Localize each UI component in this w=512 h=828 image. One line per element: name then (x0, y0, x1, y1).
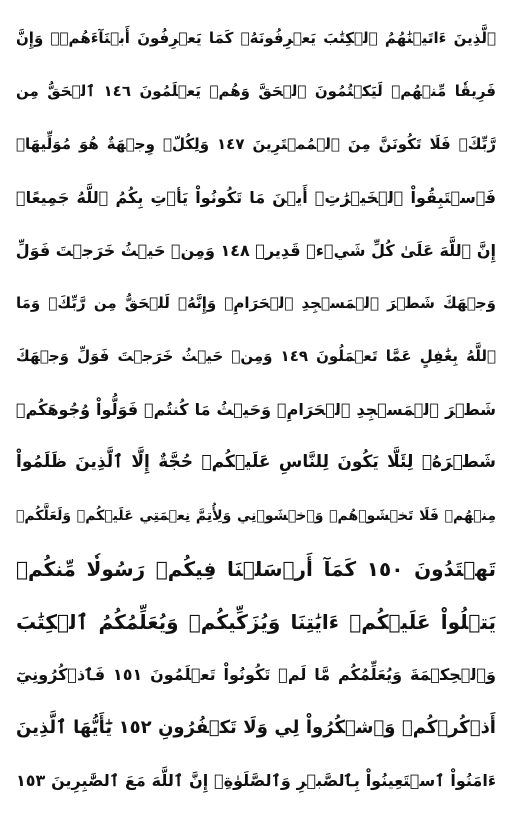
text-line (16, 224, 496, 277)
line-text: شَطۡرَ ٱلۡمَسۡجِدِ ٱلۡحَرَامِۚ وَحَيۡثُ مَا كُنتُمۡ فَوَلُّواْ وُجُوهَكُمۡ (16, 399, 496, 419)
line-text: مِنۡهُمۡ فَلَا تَخۡشَوۡهُمۡ وَٱخۡشَوۡنِي وَلِأُتِمَّ نِعۡمَتِي عَلَيۡكُمۡ وَلَعَلَّكُمۡ (16, 507, 496, 524)
text-line (16, 595, 496, 648)
line-text: وَٱلۡحِكۡمَةَ وَيُعَلِّمُكُم مَّا لَمۡ تَكُونُواْ تَعۡلَمُونَ ١٥١ فَٱذۡكُرُونِيٓ (16, 664, 496, 684)
text-line (16, 65, 496, 118)
line-text: فَرِيقٗا مِّنۡهُمۡ لَيَكۡتُمُونَ ٱلۡحَقَّ وَهُمۡ يَعۡلَمُونَ ١٤٦ ٱلۡحَقُّ مِن (16, 82, 496, 100)
text-line (16, 542, 496, 595)
line-text: فَٱسۡتَبِقُواْ ٱلۡخَيۡرَٰتِۚ أَيۡنَ مَا تَكُونُواْ يَأۡتِ بِكُمُ ٱللَّهُ جَمِيعًاۚ (16, 187, 496, 207)
line-text: رَّبِّكَۖ فَلَا تَكُونَنَّ مِنَ ٱلۡمُمۡتَرِينَ ١٤٧ وَلِكُلّٖ وِجۡهَةٌ هُوَ مُوَلِّيهَاۖ (16, 135, 496, 153)
line-text: إِنَّ ٱللَّهَ عَلَىٰ كُلِّ شَيۡءٖ قَدِيرٞ ١٤٨ وَمِنۡ حَيۡثُ خَرَجۡتَ فَوَلِّ (16, 240, 496, 260)
text-line (16, 701, 496, 754)
text-line (16, 330, 496, 383)
text-line (16, 489, 496, 542)
text-line (16, 754, 496, 807)
line-text: ءَامَنُواْ ٱسۡتَعِينُواْ بِٱلصَّبۡرِ وَٱلصَّلَوٰةِۚ إِنَّ ٱللَّهَ مَعَ ٱلصَّٰبِرِينَ ١٥٣ (16, 770, 496, 790)
line-text: تَهۡتَدُونَ ١٥٠ كَمَآ أَرۡسَلۡنَا فِيكُمۡ رَسُولٗا مِّنكُمۡ (16, 556, 496, 581)
line-text: وَجۡهَكَ شَطۡرَ ٱلۡمَسۡجِدِ ٱلۡحَرَامِۖ وَإِنَّهُۥ لَلۡحَقُّ مِن رَّبِّكَۗ وَمَا (16, 294, 496, 312)
text-line (16, 383, 496, 436)
line-text: يَتۡلُواْ عَلَيۡكُمۡ ءَايَٰتِنَا وَيُزَكِّيكُمۡ وَيُعَلِّمُكُمُ ٱلۡكِتَٰبَ (16, 609, 496, 634)
line-text: أَذۡكُرۡكُمۡ وَٱشۡكُرُواْ لِي وَلَا تَكۡفُرُونِ ١٥٢ يَٰٓأَيُّهَا ٱلَّذِينَ (16, 716, 496, 738)
text-line (16, 12, 496, 65)
text-line (16, 648, 496, 701)
line-text: شَطۡرَهُۥ لِئَلَّا يَكُونَ لِلنَّاسِ عَلَيۡكُمۡ حُجَّةٌ إِلَّا ٱلَّذِينَ ظَلَمُواْ (16, 452, 496, 472)
line-text: ٱللَّهُ بِغَٰفِلٍ عَمَّا تَعۡمَلُونَ ١٤٩ وَمِنۡ حَيۡثُ خَرَجۡتَ فَوَلِّ وَجۡهَكَ (16, 347, 496, 365)
line-text: ٱلَّذِينَ ءَاتَيۡنَٰهُمُ ٱلۡكِتَٰبَ يَعۡرِفُونَهُۥ كَمَا يَعۡرِفُونَ أَبۡنَآءَهُمۡۖ وَإِنَّ (16, 29, 496, 47)
text-line (16, 436, 496, 489)
verse-lines (16, 12, 496, 807)
text-line (16, 277, 496, 330)
text-line (16, 171, 496, 224)
text-line (16, 118, 496, 171)
